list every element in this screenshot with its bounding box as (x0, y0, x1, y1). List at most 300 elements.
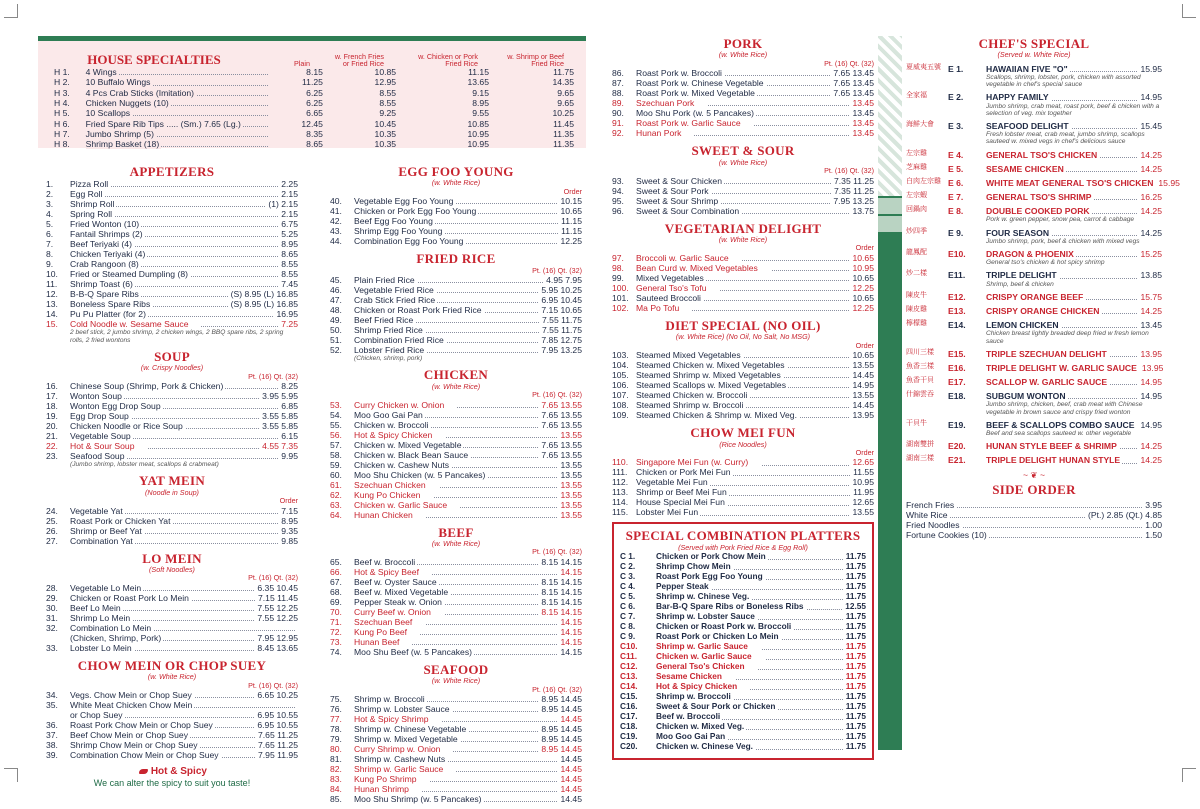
chinese-name: 干貝牛 (906, 419, 927, 427)
section-title: SIDE ORDER (992, 481, 1076, 497)
sweet-sour-section (612, 143, 874, 215)
item-name-wrap (70, 623, 295, 633)
item-number: 86. (612, 68, 624, 79)
house-row (54, 129, 574, 139)
menu-row (46, 289, 298, 299)
item-price: 3.55 5.85 (262, 421, 298, 432)
section-title: CHOW MEI FUN (690, 425, 796, 441)
item-number: 72. (330, 626, 342, 637)
item-name-wrap (354, 567, 557, 577)
item-price: 7.95 13.25 (833, 195, 874, 206)
section-note: 2 beef stick, 2 jumbo shrimp, 2 chicken wings, 2 BBQ spare ribs, 2 spring rolls, 2 fried wontons (70, 329, 284, 344)
chef-row (906, 192, 1162, 202)
section-sub: (Served w. White Rice) (997, 50, 1071, 60)
order-label: Order (279, 496, 298, 506)
menu-row (612, 370, 874, 380)
item-price: 7.65 11.25 (258, 740, 298, 751)
item-name-wrap (70, 229, 278, 239)
item-name: Jumbo Shrimp (5) (85, 128, 154, 139)
menu-row (330, 430, 582, 440)
item-name-wrap (86, 119, 268, 129)
item-name: Beef Egg Foo Young (354, 216, 433, 227)
item-price: 11.15 (561, 216, 582, 227)
item-name: Fried Spare Rib Tips ..... (Sm.) 7.65 (Lg.) (85, 118, 241, 129)
menu-row (46, 269, 298, 279)
item-number: C13. (620, 671, 638, 682)
item-price: 11.75 (845, 731, 866, 742)
item-price: 15.95 (1158, 178, 1180, 189)
chinese-name: 炒四季 (906, 227, 927, 235)
item-name: Beef Teriyaki (4) (70, 239, 132, 250)
item-name: Moo Shu Chicken (w. 5 Pancakes) (354, 469, 486, 480)
menu-row (330, 577, 582, 587)
item-name: Pepper Steak w. Onion (354, 596, 442, 607)
item-price: (Pt.) 2.85 (Qt.) 4.85 (1087, 509, 1162, 520)
menu-row (330, 206, 582, 216)
item-code: E18. (948, 391, 966, 402)
item-price: 11.75 (845, 591, 866, 602)
item-price: 15.75 (1140, 291, 1162, 302)
item-name-wrap (354, 694, 538, 704)
house-row (54, 88, 574, 98)
item-price: 9.15 (472, 87, 489, 98)
item-name: Sweet & Sour Pork or Chicken (656, 701, 776, 712)
item-name: GENERAL TSO'S SHRIMP (986, 192, 1092, 203)
menu-row (46, 299, 298, 309)
item-price: 10.25 (552, 108, 574, 119)
item-number: 100. (612, 282, 629, 293)
item-name: Vegetable Fried Rice (354, 285, 434, 296)
section-title: LO MEIN (142, 550, 202, 566)
item-name-wrap (354, 470, 557, 480)
menu-row (612, 487, 874, 497)
chef-item (906, 270, 1162, 287)
item-number: 28. (46, 582, 58, 593)
item-name-wrap (354, 295, 538, 305)
item-name-wrap (354, 764, 557, 774)
item-name: Chicken w. Mixed Vegetable (354, 439, 462, 450)
section-title: EGG FOO YOUNG (398, 164, 514, 179)
item-name: Roast Pork Chow Mein or Chop Suey (70, 720, 213, 731)
item-name: House Special Mei Fun (636, 497, 725, 508)
item-price: 14.25 (1140, 206, 1162, 217)
item-name: Beef Fried Rice (354, 315, 414, 326)
item-price: 13.95 (1141, 362, 1164, 373)
pt-qt-label: Pt. (16) Qt. (32) (248, 680, 298, 690)
item-price: 10.95 (467, 128, 489, 139)
item-name: 10 Buffalo Wings (85, 77, 151, 88)
item-price: 13.55 (560, 459, 582, 470)
item-number: 20. (46, 421, 58, 432)
menu-row (612, 78, 874, 88)
item-price: 13.55 (560, 489, 582, 500)
item-name-wrap (636, 273, 849, 283)
item-name: Bar-B-Q Spare Ribs or Boneless Ribs (656, 601, 804, 612)
item-name-wrap (70, 536, 278, 546)
item-price: 10.65 (560, 206, 582, 217)
item-price: 6.95 10.55 (257, 710, 298, 721)
chef-item (906, 178, 1180, 189)
item-name: Sauteed Broccoli (636, 292, 701, 303)
item-price: 16.25 (1140, 192, 1162, 203)
left-column-b (330, 164, 582, 809)
menu-row (612, 128, 874, 138)
item-number: 27. (46, 535, 58, 546)
item-name: Plain Fried Rice (354, 275, 415, 286)
item-name: Shrimp Roll (70, 199, 115, 210)
item-name: Shrimp Basket (18) (85, 139, 160, 150)
item-name-wrap (986, 150, 1137, 160)
item-name: Curry Beef w. Onion (354, 607, 444, 617)
item-name-wrap (70, 249, 278, 259)
menu-row (46, 441, 298, 451)
menu-row (612, 507, 874, 517)
item-name: HAPPY FAMILY (986, 92, 1049, 103)
item-number: 70. (330, 606, 342, 617)
item-name: BEEF & SCALLOPS COMBO SAUCE (986, 419, 1135, 430)
menu-row (612, 457, 874, 467)
item-price: 11.75 (845, 681, 866, 692)
item-name-wrap (70, 431, 278, 441)
item-name: Moo Shu Beef (w. 5 Pancakes) (354, 646, 472, 657)
item-name: Steamed Chicken w. Broccoli (636, 390, 748, 401)
item-number: H 7. (54, 128, 70, 139)
item-name: Boneless Spare Ribs (70, 299, 151, 310)
section-sub: (Noodle in Soup) (145, 487, 199, 497)
side-order-list (906, 500, 1162, 540)
item-name: Hunan Pork (636, 128, 694, 138)
chef-item (906, 306, 1162, 316)
menu-row (46, 249, 298, 259)
item-code: E 9. (948, 227, 964, 238)
chinese-name: 陳皮雞 (906, 306, 927, 313)
item-name: Curry Chicken w. Onion (354, 400, 457, 410)
item-price: 14.35 (552, 77, 574, 88)
item-number: H 1. (54, 67, 70, 78)
item-name: Pepper Steak (656, 581, 709, 592)
menu-row (46, 690, 298, 700)
pepper-icon (683, 131, 692, 136)
menu-row (46, 199, 298, 209)
menu-row (330, 694, 582, 704)
item-price: 7.65 13.55 (541, 439, 582, 450)
item-price: 13.45 (852, 108, 874, 119)
menu-row (46, 506, 298, 516)
chef-item (906, 206, 1162, 223)
item-name-wrap (354, 450, 538, 460)
item-name-wrap (354, 557, 538, 567)
item-code: E19. (948, 419, 966, 430)
item-price: 8.15 14.15 (541, 556, 582, 567)
item-name-wrap (354, 734, 538, 744)
item-price: 14.25 (1140, 306, 1162, 316)
item-code: E16. (948, 362, 966, 373)
menu-row (46, 259, 298, 269)
item-number: 112. (612, 477, 629, 488)
menu-row (46, 700, 298, 710)
item-name: 10 Scallops (85, 108, 131, 119)
item-number: 19. (46, 411, 58, 422)
item-name: Sweet & Sour Combination (636, 205, 740, 216)
menu-row (612, 410, 874, 420)
menu-row (612, 186, 874, 196)
menu-row (330, 345, 582, 355)
item-number: 12. (46, 289, 58, 300)
pepper-icon (442, 747, 451, 752)
chef-row (906, 349, 1162, 359)
menu-row (612, 206, 874, 216)
menu-row (330, 335, 582, 345)
item-name-wrap (70, 516, 278, 526)
item-price: 10.95 (467, 139, 489, 150)
item-price: 6.35 10.45 (257, 582, 298, 593)
item-name-wrap (70, 269, 278, 279)
item-name-wrap (906, 500, 1142, 510)
item-name: Mixed Vegetables (636, 272, 704, 283)
item-number: 11. (46, 279, 58, 290)
item-price: 12.65 (852, 457, 874, 468)
item-name-wrap (636, 68, 830, 78)
item-name: or Chop Suey (70, 710, 123, 721)
item-name-wrap (986, 441, 1137, 451)
menu-row (330, 587, 582, 597)
lo-mein-section (46, 551, 298, 653)
item-price: 10.35 (374, 128, 397, 139)
item-name: Shrimp Lo Mein (70, 612, 131, 623)
item-price: (S) 8.95 (L) 16.85 (230, 299, 298, 310)
item-price: 9.65 (557, 97, 574, 108)
menu-row (330, 754, 582, 764)
item-name-wrap (70, 451, 278, 461)
menu-row (46, 536, 298, 546)
menu-row (330, 617, 582, 627)
menu-row (612, 380, 874, 390)
item-price: 14.45 (560, 764, 582, 775)
item-name: TRIPLE DELIGHT HUNAN STYLE (986, 455, 1121, 466)
item-price: 6.95 10.45 (541, 295, 582, 306)
item-name: Shrimp Chow Mein or Chop Suey (70, 740, 198, 751)
item-price: 14.25 (1140, 149, 1162, 160)
item-name: Chicken Teriyaki (4) (70, 249, 146, 260)
item-number: 42. (330, 216, 342, 227)
item-price: 7.55 12.25 (257, 612, 298, 623)
pepper-icon (431, 717, 440, 722)
item-price: 14.95 (1140, 391, 1162, 402)
item-price: 7.35 11.25 (834, 185, 874, 196)
item-name: HAWAIIAN FIVE "O" (986, 63, 1068, 74)
item-price: 14.95 (852, 380, 874, 391)
pepper-icon (747, 665, 756, 670)
item-name-wrap (636, 400, 849, 410)
item-price: 13.45 (852, 98, 874, 109)
item-name: Ma Po Tofu (636, 303, 692, 313)
chef-row (906, 391, 1162, 401)
menu-row (330, 774, 582, 784)
item-price: 7.95 11.95 (258, 750, 298, 761)
pepper-icon (428, 483, 437, 488)
item-number: 78. (330, 724, 342, 735)
item-price: 3.95 (1145, 499, 1162, 510)
item-name: Steamed Chicken w. Mixed Vegetables (636, 360, 785, 371)
menu-row (330, 216, 582, 226)
item-price: 11.75 (845, 641, 866, 652)
item-name-wrap (906, 520, 1142, 530)
middle-page (612, 36, 874, 750)
item-name: Hot & Spicy Chicken (354, 430, 445, 440)
item-name-wrap (636, 253, 849, 263)
item-number: 58. (330, 449, 342, 460)
item-code: E 2. (948, 92, 964, 103)
item-name-wrap (354, 587, 538, 597)
item-price: 13.55 (560, 429, 582, 440)
section-title: CHICKEN (423, 367, 489, 383)
item-name: Roast Pork Egg Foo Young (656, 571, 763, 582)
item-number: 57. (330, 439, 342, 450)
item-price: 8.15 (306, 67, 323, 78)
menu-row (46, 319, 298, 329)
item-number: 7. (46, 239, 54, 250)
item-price: 10.85 (374, 67, 397, 78)
item-name: Chicken w. Chinese Veg. (656, 741, 753, 752)
item-name: Chicken or Roast Pork Fried Rice (354, 305, 482, 316)
menu-row (330, 450, 582, 460)
item-price: 14.15 (560, 566, 582, 577)
pepper-icon (750, 645, 759, 650)
item-price: 7.65 13.55 (541, 419, 582, 430)
item-number: 36. (46, 720, 58, 731)
item-price: 12.95 (374, 77, 397, 88)
item-price: 12.65 (852, 497, 874, 508)
yat-mein-section (46, 473, 298, 545)
item-number: 10. (46, 269, 58, 280)
item-name: Combination Fried Rice (354, 335, 444, 346)
item-price: 8.95 (472, 97, 489, 108)
item-number: C 7. (620, 611, 636, 622)
item-name: Kung Po Chicken (354, 490, 433, 500)
item-name: General Tso's Chicken (656, 661, 758, 671)
item-name-wrap (354, 410, 538, 420)
item-name: Shrimp w. Mixed Vegetable (354, 734, 458, 745)
item-name-wrap (354, 345, 538, 355)
item-name: Moo Goo Gai Pan (354, 409, 423, 420)
menu-row (612, 68, 874, 78)
item-number: 26. (46, 525, 58, 536)
item-name: CRISPY ORANGE CHICKEN (986, 306, 1100, 316)
item-name: Bean Curd w. Mixed Vegetables (636, 263, 771, 273)
item-price: 10.95 (852, 262, 874, 273)
item-price: 6.15 (281, 431, 298, 442)
section-title: HOUSE SPECIALTIES (87, 51, 221, 67)
menu-row (612, 98, 874, 108)
menu-row (46, 381, 298, 391)
menu-row (46, 189, 298, 199)
item-name: Fried Wonton (10) (70, 219, 140, 230)
menu-row (46, 229, 298, 239)
item-number: 53. (330, 399, 342, 410)
pepper-icon (401, 640, 410, 645)
item-name-wrap (354, 480, 557, 490)
item-price: 7.45 (281, 279, 298, 290)
item-name: Shrimp Toast (6) (70, 279, 133, 290)
menu-row (330, 236, 582, 246)
item-name: Shrimp w. Garlic Sauce (656, 641, 761, 651)
item-number: 25. (46, 515, 58, 526)
item-price: 4.55 7.35 (262, 441, 298, 452)
item-name-wrap (354, 500, 557, 510)
item-name-wrap (70, 219, 278, 229)
item-name: Fortune Cookies (10) (906, 529, 987, 540)
menu-row (46, 623, 298, 633)
item-price: 8.25 (281, 381, 298, 392)
pepper-icon (696, 101, 705, 106)
item-number: 74. (330, 646, 342, 657)
chef-row (906, 249, 1162, 259)
item-name-wrap (986, 349, 1137, 359)
item-number: 89. (612, 98, 624, 109)
menu-row (330, 557, 582, 567)
item-name: Chicken or Roast Pork Lo Mein (70, 592, 189, 603)
pork-section (612, 36, 874, 138)
item-desc: Beef and sea scallops sauteed w. other vegetable (986, 429, 1132, 437)
item-price: 6.75 (281, 219, 298, 230)
chef-row (906, 150, 1162, 160)
item-price: 2.15 (281, 209, 298, 220)
chef-special-list (906, 63, 1180, 466)
item-price: 11.75 (845, 711, 866, 722)
menu-row (46, 401, 298, 411)
item-number: C 4. (620, 581, 636, 592)
side-row (906, 510, 1162, 520)
item-number: 43. (330, 226, 342, 237)
item-name: Broccoli w. Garlic Sauce (636, 253, 742, 263)
item-code: E21. (948, 455, 966, 466)
item-name: Moo Shu Shrimp (w. 5 Pancakes) (354, 794, 482, 805)
chinese-name: 海鮮大會 (906, 121, 934, 129)
item-number: 17. (46, 391, 58, 402)
item-name-wrap (354, 704, 538, 714)
item-name: Crab Stick Fried Rice (354, 295, 436, 306)
item-name: Shrimp or Beef Mei Fun (636, 487, 727, 498)
menu-row (330, 305, 582, 315)
item-name-wrap (354, 315, 539, 325)
item-name: Beef w. Broccoli (354, 556, 416, 567)
item-desc: Chicken breast lightly breaded deep fried w fresh lemon sauce (986, 330, 1149, 345)
item-price: 15.95 (1140, 63, 1162, 74)
menu-row (46, 411, 298, 421)
item-number: 45. (330, 275, 342, 286)
item-number: 68. (330, 586, 342, 597)
item-price: 6.25 (306, 97, 323, 108)
item-name-wrap (70, 730, 255, 740)
pepper-icon (422, 493, 431, 498)
item-price: 8.55 (281, 259, 298, 270)
item-number: C 6. (620, 601, 636, 612)
menu-row (612, 350, 874, 360)
item-price: 13.95 (1140, 348, 1162, 359)
item-number: 63. (330, 499, 342, 510)
pepper-icon (743, 121, 752, 126)
item-name: Combination Egg Foo Young (354, 236, 464, 247)
item-price: 14.25 (1140, 455, 1162, 466)
left-page (38, 36, 586, 805)
item-name-wrap (354, 510, 557, 520)
item-name-wrap (636, 380, 849, 390)
item-name-wrap (636, 98, 849, 108)
house-row (54, 108, 574, 118)
item-price: 13.55 (560, 479, 582, 490)
section-title: YAT MEIN (138, 473, 206, 489)
item-name: Wonton Egg Drop Soup (70, 401, 161, 412)
